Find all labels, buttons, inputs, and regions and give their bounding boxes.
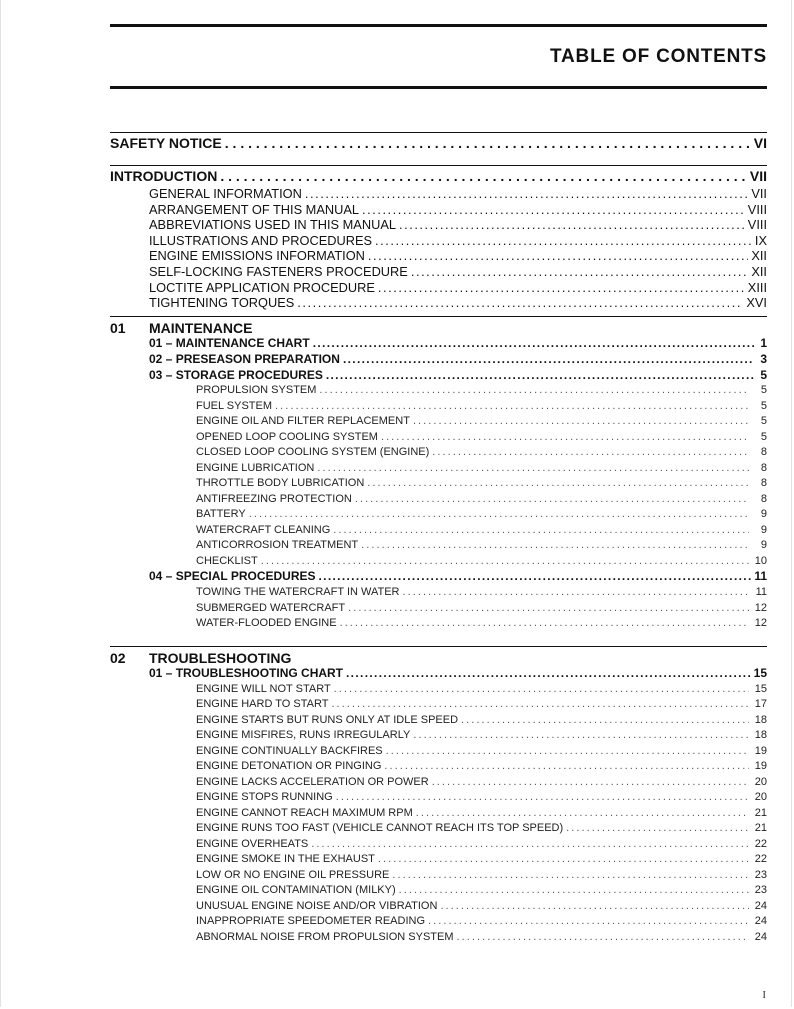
dot-leader [361, 538, 749, 554]
toc-entry-label: FUEL SYSTEM [196, 399, 272, 412]
toc-entry-label: ABNORMAL NOISE FROM PROPULSION SYSTEM [196, 930, 454, 943]
toc-entry[interactable] [110, 616, 767, 632]
toc-entry-introduction[interactable] [110, 166, 767, 186]
toc-entry[interactable] [110, 264, 767, 280]
dot-leader [346, 666, 751, 682]
top-rule [110, 24, 767, 27]
chapter-entry[interactable] [110, 368, 767, 384]
dot-leader [261, 554, 749, 570]
dot-leader [336, 790, 749, 806]
toc-entry[interactable] [110, 445, 767, 461]
toc-entry[interactable] [110, 538, 767, 554]
toc-entry-page: 5 [760, 430, 767, 443]
toc-entry[interactable] [110, 399, 767, 415]
dot-leader [399, 883, 749, 899]
toc-entry-label: ENGINE MISFIRES, RUNS IRREGULARLY [196, 729, 411, 742]
toc-entry[interactable] [110, 821, 767, 837]
chapter-page: 3 [760, 351, 767, 366]
toc-entry-label: ENGINE EMISSIONS INFORMATION [149, 248, 365, 264]
section-heading-maintenance [110, 320, 767, 336]
toc-entry-label: SUBMERGED WATERCRAFT [196, 601, 346, 614]
toc-entry-label: WATERCRAFT CLEANING [196, 523, 331, 536]
toc-entry-label: TOWING THE WATERCRAFT IN WATER [196, 586, 400, 599]
toc-entry-page: 12 [754, 617, 767, 630]
dot-leader [367, 476, 749, 492]
toc-entry-label: ABBREVIATIONS USED IN THIS MANUAL [149, 217, 396, 233]
toc-entry[interactable] [110, 914, 767, 930]
dot-leader [297, 295, 743, 311]
toc-entry-page: 5 [760, 384, 767, 397]
toc-entry-page: 23 [754, 884, 767, 897]
dot-leader [392, 868, 749, 884]
toc-entry-label: ANTIFREEZING PROTECTION [196, 492, 352, 505]
toc-entry-label: ILLUSTRATIONS AND PROCEDURES [149, 232, 373, 248]
toc-entry[interactable] [110, 868, 767, 884]
toc-entry[interactable] [110, 202, 767, 218]
toc-entry-page: 19 [754, 744, 767, 757]
toc-entry[interactable] [110, 461, 767, 477]
dot-leader [378, 280, 745, 296]
dot-leader [413, 414, 749, 430]
toc-entry-page: 18 [754, 729, 767, 742]
toc-entry[interactable] [110, 837, 767, 853]
toc-entry[interactable] [110, 217, 767, 233]
page-title: TABLE OF CONTENTS [550, 46, 767, 67]
toc-entry-page: 5 [760, 415, 767, 428]
dot-leader [461, 713, 749, 729]
section-rule [110, 646, 767, 647]
toc-entry-page: 9 [760, 539, 767, 552]
toc-entry-label: ENGINE STARTS BUT RUNS ONLY AT IDLE SPEED [196, 713, 459, 726]
toc-entry[interactable] [110, 554, 767, 570]
toc-entry-label: CLOSED LOOP COOLING SYSTEM (ENGINE) [196, 446, 430, 459]
dot-leader [432, 775, 749, 791]
toc-entry[interactable] [110, 775, 767, 791]
chapter-page: 1 [760, 335, 767, 350]
toc-entry-page: XIII [747, 279, 767, 295]
dot-leader [334, 682, 749, 698]
dot-leader [305, 186, 748, 202]
toc-entry-label: UNUSUAL ENGINE NOISE AND/OR VIBRATION [196, 899, 438, 912]
toc-entry[interactable] [110, 295, 767, 311]
chapter-label: 03 – STORAGE PROCEDURES [149, 367, 323, 382]
toc-entry-label: LOCTITE APPLICATION PROCEDURE [149, 279, 375, 295]
toc-entry[interactable] [110, 682, 767, 698]
chapter-entry[interactable] [110, 352, 767, 368]
toc-entry[interactable] [110, 507, 767, 523]
toc-entry-page: 20 [754, 775, 767, 788]
toc-entry-label: ANTICORROSION TREATMENT [196, 539, 359, 552]
toc-entry[interactable] [110, 430, 767, 446]
toc-entry-page: IX [754, 232, 767, 248]
toc-entry-label: CHECKLIST [196, 554, 258, 567]
toc-entry-page: 18 [754, 713, 767, 726]
toc-entry-page: 21 [754, 806, 767, 819]
dot-leader [225, 133, 751, 153]
section-heading-troubleshooting [110, 650, 767, 666]
toc-entry-page: 19 [754, 760, 767, 773]
section-title: TROUBLESHOOTING [149, 649, 292, 666]
toc-entry[interactable] [110, 414, 767, 430]
dot-leader [317, 461, 749, 477]
toc-entry-page: 10 [754, 554, 767, 567]
title-rule [110, 86, 767, 89]
introduction-items [110, 186, 767, 311]
toc-entry[interactable] [110, 233, 767, 249]
toc-entry-page: 9 [760, 523, 767, 536]
chapter-page: 15 [753, 665, 767, 680]
toc-entry[interactable] [110, 601, 767, 617]
dot-leader [403, 585, 750, 601]
toc-entry[interactable] [110, 728, 767, 744]
section-title: MAINTENANCE [149, 319, 253, 336]
dot-leader [343, 352, 754, 368]
dot-leader [378, 852, 749, 868]
toc-entry-label: THROTTLE BODY LUBRICATION [196, 477, 365, 490]
toc-entry-label: ENGINE STOPS RUNNING [196, 791, 333, 804]
dot-leader [413, 728, 749, 744]
dot-leader [348, 601, 749, 617]
toc-entry-page: 24 [754, 899, 767, 912]
toc-entry-page: 12 [754, 601, 767, 614]
section-rule [110, 316, 767, 317]
toc-entry-label: ENGINE SMOKE IN THE EXHAUST [196, 853, 375, 866]
toc-entry[interactable] [110, 790, 767, 806]
toc-entry[interactable] [110, 492, 767, 508]
toc-entry-label: ENGINE HARD TO START [196, 698, 329, 711]
chapter-entry[interactable] [110, 569, 767, 585]
dot-leader [333, 523, 749, 539]
toc-entry-page: VII [751, 186, 767, 201]
dot-leader [428, 914, 749, 930]
toc-entry-safety-notice[interactable] [110, 133, 767, 153]
toc-entry-label: INTRODUCTION [110, 168, 218, 184]
dot-leader [319, 569, 752, 585]
toc-entry-page: 23 [754, 868, 767, 881]
section-number: 01 [110, 319, 126, 336]
toc-entry[interactable] [110, 759, 767, 775]
toc-entry-label: GENERAL INFORMATION [149, 186, 302, 201]
toc-entry-label: ENGINE OIL AND FILTER REPLACEMENT [196, 415, 410, 428]
dot-leader [319, 383, 749, 399]
toc-entry-label: SAFETY NOTICE [110, 135, 222, 151]
table-of-contents [110, 132, 767, 945]
toc-entry[interactable] [110, 713, 767, 729]
dot-leader [368, 248, 748, 264]
toc-entry-page: 5 [760, 399, 767, 412]
dot-leader [313, 336, 754, 352]
dot-leader [355, 492, 749, 508]
toc-entry-page: 11 [755, 586, 767, 599]
toc-entry-page: XII [751, 248, 767, 264]
toc-entry-page: VIII [747, 217, 767, 233]
dot-leader [249, 507, 749, 523]
toc-entry-label: ENGINE OVERHEATS [196, 837, 309, 850]
toc-entry-label: WATER-FLOODED ENGINE [196, 617, 337, 630]
dot-leader [440, 899, 749, 915]
toc-entry-page: VIII [747, 201, 767, 217]
dot-leader [457, 930, 749, 946]
toc-entry-label: ENGINE LACKS ACCELERATION OR POWER [196, 775, 429, 788]
toc-entry[interactable] [110, 523, 767, 539]
toc-entry-label: ENGINE CONTINUALLY BACKFIRES [196, 744, 383, 757]
dot-leader [311, 837, 749, 853]
toc-entry-label: ENGINE RUNS TOO FAST (VEHICLE CANNOT REACH ITS TOP SPEED) [196, 822, 564, 835]
dot-leader [326, 368, 754, 384]
toc-entry-label: TIGHTENING TORQUES [149, 295, 295, 311]
toc-entry[interactable] [110, 383, 767, 399]
dot-leader [416, 806, 749, 822]
chapter-entry[interactable] [110, 666, 767, 682]
toc-entry-label: ARRANGEMENT OF THIS MANUAL [149, 201, 359, 217]
toc-entry-label: ENGINE LUBRICATION [196, 461, 315, 474]
toc-entry-label: INAPPROPRIATE SPEEDOMETER READING [196, 915, 426, 928]
toc-entry[interactable] [110, 852, 767, 868]
toc-entry[interactable] [110, 280, 767, 296]
toc-entry[interactable] [110, 899, 767, 915]
toc-entry[interactable] [110, 806, 767, 822]
dot-leader [384, 759, 749, 775]
toc-entry-label: ENGINE OIL CONTAMINATION (MILKY) [196, 884, 396, 897]
toc-entry-page: 22 [754, 837, 767, 850]
toc-entry-label: OPENED LOOP COOLING SYSTEM [196, 430, 378, 443]
dot-leader [362, 202, 745, 218]
toc-entry[interactable] [110, 697, 767, 713]
dot-leader [275, 399, 749, 415]
toc-entry[interactable] [110, 744, 767, 760]
dot-leader [432, 445, 749, 461]
toc-entry[interactable] [110, 248, 767, 264]
toc-entry-label: ENGINE CANNOT REACH MAXIMUM RPM [196, 806, 413, 819]
toc-entry-page: 20 [754, 791, 767, 804]
toc-entry-page: 21 [754, 822, 767, 835]
toc-entry-page: 8 [760, 446, 767, 459]
dot-leader [386, 744, 749, 760]
toc-entry-page: 8 [760, 461, 767, 474]
toc-entry[interactable] [110, 930, 767, 946]
toc-entry-page: 17 [754, 698, 767, 711]
toc-entry-label: PROPULSION SYSTEM [196, 384, 317, 397]
toc-entry-page: 9 [760, 508, 767, 521]
dot-leader [331, 697, 749, 713]
toc-entry-page: 22 [754, 853, 767, 866]
dot-leader [220, 166, 747, 186]
toc-entry-page: 8 [760, 477, 767, 490]
toc-entry-label: ENGINE WILL NOT START [196, 682, 331, 695]
chapter-label: 04 – SPECIAL PROCEDURES [149, 569, 316, 584]
toc-entry[interactable] [110, 476, 767, 492]
toc-entry-label: BATTERY [196, 508, 246, 521]
chapter-label: 02 – PRESEASON PREPARATION [149, 351, 340, 366]
dot-leader [566, 821, 749, 837]
dot-leader [411, 264, 749, 280]
toc-entry-page: 24 [754, 930, 767, 943]
toc-entry-page: VI [753, 135, 767, 151]
toc-entry[interactable] [110, 883, 767, 899]
toc-entry-page: 15 [754, 682, 767, 695]
toc-entry-page: XII [751, 263, 767, 279]
section-number: 02 [110, 649, 126, 666]
chapter-page: 11 [754, 569, 767, 584]
chapter-label: 01 – TROUBLESHOOTING CHART [149, 665, 344, 680]
dot-leader [381, 430, 749, 446]
toc-entry-page: 24 [754, 915, 767, 928]
toc-entry-page: 8 [760, 492, 767, 505]
toc-entry-page: VII [749, 168, 767, 184]
toc-entry-label: ENGINE DETONATION OR PINGING [196, 760, 382, 773]
dot-leader [399, 217, 745, 233]
page-number: I [762, 989, 766, 1001]
toc-entry[interactable] [110, 585, 767, 601]
chapter-page: 5 [760, 367, 767, 382]
chapter-label: 01 – MAINTENANCE CHART [149, 335, 310, 350]
chapter-entry[interactable] [110, 336, 767, 352]
toc-entry-page: XVI [746, 295, 767, 311]
toc-entry-label: LOW OR NO ENGINE OIL PRESSURE [196, 868, 390, 881]
toc-entry[interactable] [110, 186, 767, 202]
dot-leader [340, 616, 749, 632]
dot-leader [375, 233, 752, 249]
toc-entry-label: SELF-LOCKING FASTENERS PROCEDURE [149, 263, 408, 279]
